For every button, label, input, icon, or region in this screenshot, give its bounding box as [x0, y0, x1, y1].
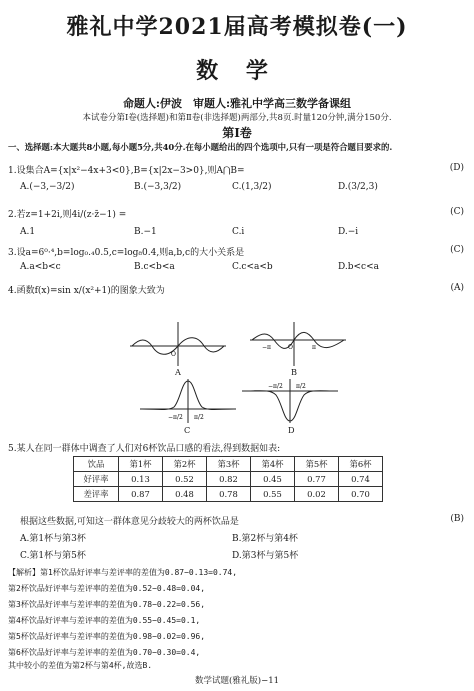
- question-1-stem: 1.设集合A={x|x²−4x+3<0},B={x|2x−3>0},则A⋂B=: [8, 166, 245, 176]
- question-1-option-a: A.(−3,−3/2): [20, 182, 75, 192]
- question-5-answer: (B): [450, 514, 464, 524]
- table-cell: 0.70: [339, 487, 383, 502]
- question-1-option-d: D.(3/2,3): [338, 182, 378, 192]
- table-cell: 0.74: [339, 472, 383, 487]
- table-header-row: [74, 457, 383, 472]
- question-5-option-b: B.第2杯与第4杯: [232, 534, 298, 544]
- analysis-line: 【解析】第1杯饮品好评率与差评率的差值为0.87−0.13=0.74,: [8, 568, 238, 577]
- table-header-cell: 第3杯: [207, 457, 251, 472]
- analysis-line: 第3杯饮品好评率与差评率的差值为0.78−0.22=0.56,: [8, 600, 206, 609]
- question-3-option-c: C.c<a<b: [232, 262, 273, 272]
- analysis-line: 其中较小的差值为第2杯与第4杯,故选B.: [8, 661, 153, 670]
- graph-b-label: B: [291, 367, 298, 377]
- analysis-line: 第2杯饮品好评率与差评率的差值为0.52−0.48=0.04,: [8, 584, 206, 593]
- table-header-cell: 第4杯: [251, 457, 295, 472]
- graph-d-neg-half-pi-label: −π/2: [268, 383, 283, 390]
- page-footer: 数学试题(雅礼版)−11: [194, 676, 280, 686]
- table-cell: 0.02: [295, 487, 339, 502]
- graph-c-label: C: [184, 425, 191, 435]
- section-heading: 一、选择题:本大题共8小题,每小题5分,共40分.在每小题给出的四个选项中,只有一项是符合题目要求的.: [8, 142, 393, 152]
- graph-a: [128, 318, 228, 368]
- table-cell: 0.77: [295, 472, 339, 487]
- question-3-option-b: B.c<b<a: [134, 262, 175, 272]
- graph-a-label: A: [175, 367, 181, 377]
- question-5-prompt: 根据这些数据,可知这一群体意见分歧较大的两杯饮品是: [20, 517, 239, 527]
- subject-title: 数 学: [196, 58, 278, 84]
- table-header-cell: 第1杯: [119, 457, 163, 472]
- table-cell: 0.55: [251, 487, 295, 502]
- question-2-stem: 2.若z=1+2i,则4i/(z·z̄−1) =: [8, 210, 127, 220]
- question-2-option-a: A.1: [20, 227, 36, 237]
- question-1-answer: (D): [449, 163, 464, 173]
- table-cell: 好评率: [74, 472, 119, 487]
- table-cell: 差评率: [74, 487, 119, 502]
- graph-c-neg-half-pi-label: −π/2: [168, 414, 183, 421]
- exam-title: 雅礼中学2021届高考模拟卷(一): [66, 14, 408, 40]
- analysis-line: 第4杯饮品好评率与差评率的差值为0.55−0.45=0.1,: [8, 616, 201, 625]
- graph-d: [240, 377, 340, 425]
- question-2-option-b: B.−1: [134, 227, 157, 237]
- table-cell: 0.82: [207, 472, 251, 487]
- graph-d-half-pi-label: π/2: [296, 383, 306, 390]
- question-1-option-b: B.(−3,3/2): [134, 182, 182, 192]
- question-2-option-d: D.−i: [338, 227, 359, 237]
- table-header-cell: 饮品: [74, 457, 119, 472]
- table-row: [74, 487, 383, 502]
- question-1-option-c: C.(1,3/2): [232, 182, 272, 192]
- table-cell: 0.48: [163, 487, 207, 502]
- table-cell: 0.45: [251, 472, 295, 487]
- question-3-answer: (C): [450, 245, 464, 255]
- table-cell: 0.52: [163, 472, 207, 487]
- exam-intro: 本试卷分第Ⅰ卷(选择题)和第Ⅱ卷(非选择题)两部分,共8页.时量120分钟,满分150分.: [82, 113, 392, 123]
- question-3-option-a: A.a<b<c: [20, 262, 61, 272]
- question-5-option-d: D.第3杯与第5杯: [232, 551, 299, 561]
- part-heading: 第Ⅰ卷: [222, 126, 252, 140]
- table-cell: 0.13: [119, 472, 163, 487]
- question-5-stem: 5.某人在同一群体中调查了人们对6杯饮品口感的看法,得到数据如表:: [8, 444, 281, 454]
- question-4-answer: (A): [450, 283, 464, 293]
- question-2-answer: (C): [450, 207, 464, 217]
- table-header-cell: 第2杯: [163, 457, 207, 472]
- graph-b-pi-label: π: [312, 344, 316, 351]
- question-3-option-d: D.b<c<a: [338, 262, 380, 272]
- table-cell: 0.78: [207, 487, 251, 502]
- question-4-stem: 4.函数f(x)=sin x/(x²+1)的图象大致为: [8, 286, 165, 296]
- graph-b-origin-label: O: [288, 344, 293, 351]
- graph-a-origin-label: O: [171, 351, 176, 358]
- table-cell: 0.87: [119, 487, 163, 502]
- question-3-stem: 3.设a=6⁰·⁴,b=log₀.₄0.5,c=log₈0.4,则a,b,c的大小关系是: [8, 248, 245, 258]
- graph-b-neg-pi-label: −π: [262, 344, 271, 351]
- table-row: [74, 472, 383, 487]
- analysis-line: 第5杯饮品好评率与差评率的差值为0.98−0.02=0.96,: [8, 632, 206, 641]
- table-header-cell: 第5杯: [295, 457, 339, 472]
- authors-line: 命题人:伊波 审题人:雅礼中学高三数学备课组: [122, 97, 352, 110]
- drink-rating-table: [73, 456, 383, 502]
- question-2-option-c: C.i: [232, 227, 245, 237]
- analysis-line: 第6杯饮品好评率与差评率的差值为0.70−0.30=0.4,: [8, 648, 201, 657]
- table-header-cell: 第6杯: [339, 457, 383, 472]
- graph-b: [248, 318, 348, 368]
- graph-d-label: D: [288, 425, 295, 435]
- question-5-option-c: C.第1杯与第5杯: [20, 551, 86, 561]
- question-5-option-a: A.第1杯与第3杯: [20, 534, 86, 544]
- graph-c: [138, 377, 238, 425]
- graph-c-half-pi-label: π/2: [194, 414, 204, 421]
